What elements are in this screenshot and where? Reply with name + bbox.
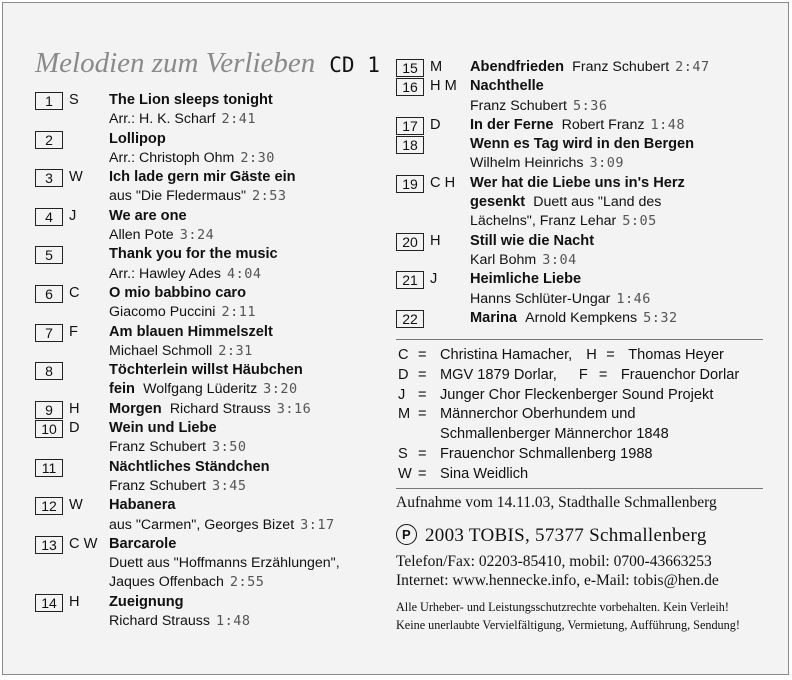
performer-code: J — [69, 207, 77, 224]
track-number: 22 — [396, 310, 424, 328]
track-duration: 1:48 — [215, 613, 251, 630]
divider-top — [396, 339, 763, 340]
contact-phone: Telefon/Fax: 02203-85410, mobil: 0700-43663253 — [396, 553, 712, 570]
track-title: Nachthelle — [470, 78, 544, 95]
track-title-line — [109, 207, 390, 226]
track-duration: 2:41 — [221, 111, 256, 128]
album-header — [35, 47, 380, 80]
track-title-line — [470, 193, 771, 212]
track-title-line — [109, 245, 390, 264]
track-duration: 2:30 — [240, 149, 275, 166]
tracklist-left — [35, 91, 390, 631]
track-composer-line — [109, 438, 390, 457]
track-title-line — [470, 232, 771, 251]
track-title: In der Ferne — [470, 116, 554, 133]
track-duration: 2:31 — [218, 342, 253, 359]
track-row — [396, 116, 771, 135]
performer-code: C — [69, 284, 80, 301]
track-composer: Giacomo Puccini — [109, 304, 216, 321]
track-duration: 3:16 — [276, 400, 312, 417]
track-title-line — [470, 58, 771, 77]
track-duration: 2:47 — [675, 59, 710, 75]
track-number: 7 — [35, 324, 63, 342]
legend-code: W — [398, 465, 412, 482]
performer-code: D — [430, 116, 441, 133]
track-title-line — [109, 361, 390, 380]
legend-equals: = — [418, 347, 427, 363]
track-composer-line — [109, 149, 390, 168]
legend-name: Christina Hamacher, — [440, 347, 573, 363]
legend-row — [398, 346, 739, 366]
track-title: Am blauen Himmelszelt — [109, 323, 273, 340]
track-row — [396, 232, 771, 271]
legend-equals: = — [418, 366, 427, 383]
legend-name: Frauenchor Schmallenberg 1988 — [440, 445, 653, 462]
track-title: O mio babbino caro — [109, 284, 247, 301]
track-composer: Arr.: Christoph Ohm — [109, 149, 235, 166]
track-row — [35, 284, 390, 323]
track-composer-line — [470, 97, 771, 116]
track-row — [35, 535, 390, 593]
track-title-line — [470, 270, 771, 289]
legend-code: J — [398, 386, 406, 403]
track-title-line — [109, 168, 390, 187]
track-title: gesenkt — [470, 194, 526, 211]
track-title-line — [470, 309, 771, 328]
track-title: fein — [109, 381, 135, 398]
track-number: 5 — [35, 246, 63, 264]
track-row — [35, 323, 390, 362]
track-number: 18 — [396, 136, 424, 154]
track-composer: aus "Die Fledermaus" — [109, 188, 247, 205]
track-row — [35, 361, 390, 400]
track-number: 2 — [35, 131, 63, 149]
phonogram-copyright-icon: P — [396, 524, 417, 545]
performer-code: J — [430, 271, 438, 288]
performer-code: C W — [69, 535, 98, 552]
track-duration: 5:05 — [622, 213, 657, 230]
track-composer: Franz Schubert — [109, 439, 206, 456]
track-title: Still wie die Nacht — [470, 232, 595, 249]
track-composer: Arr.: Hawley Ades — [109, 265, 221, 282]
track-duration: 5:32 — [643, 309, 678, 326]
legend-code: F — [578, 366, 588, 383]
track-composer: Jaques Offenbach — [109, 574, 224, 591]
track-row — [396, 270, 771, 309]
track-title: Marina — [470, 309, 518, 326]
performer-code: H — [430, 232, 441, 249]
track-composer: Wolfgang Lüderitz — [143, 381, 258, 398]
track-duration: 3:50 — [212, 439, 247, 456]
performer-code: H — [69, 400, 80, 417]
track-duration: 2:11 — [221, 304, 256, 321]
track-row — [396, 309, 771, 328]
track-duration: 3:45 — [212, 477, 247, 494]
legend-name: Männerchor Oberhundem und — [440, 406, 636, 423]
track-row — [35, 130, 390, 169]
track-title-line — [109, 593, 390, 612]
track-composer-line — [109, 612, 390, 631]
track-composer-line — [109, 187, 390, 206]
track-composer-line — [109, 265, 390, 284]
cd-booklet-page — [2, 2, 789, 675]
track-title-line — [470, 116, 771, 135]
track-composer-line — [109, 554, 390, 573]
track-number: 4 — [35, 208, 63, 226]
track-title-line — [470, 77, 771, 96]
legend-equals: = — [418, 465, 427, 482]
legend-code: H — [586, 347, 597, 363]
track-composer: Franz Schubert — [572, 59, 670, 75]
track-composer-line — [470, 154, 771, 173]
track-duration: 3:04 — [542, 251, 577, 268]
album-title: Melodien zum Verlieben — [35, 47, 316, 79]
track-composer: Michael Schmoll — [109, 342, 213, 359]
track-title-line — [109, 130, 390, 149]
performer-code: C H — [430, 174, 456, 191]
track-duration: 1:46 — [616, 290, 651, 307]
track-number: 17 — [396, 117, 424, 135]
performer-code: D — [69, 420, 80, 437]
track-row — [35, 496, 390, 535]
track-composer: Duett aus "Hoffmanns Erzählungen", — [109, 555, 340, 572]
track-composer-line — [109, 226, 390, 245]
track-composer: Robert Franz — [561, 116, 645, 133]
legend-name: Sina Weidlich — [440, 465, 529, 482]
legend-name: MGV 1879 Dorlar, — [440, 366, 557, 383]
track-title: Zueignung — [109, 593, 184, 610]
track-duration: 3:17 — [300, 516, 335, 533]
track-row — [35, 91, 390, 130]
cd-label: CD 1 — [329, 53, 380, 77]
track-number: 8 — [35, 362, 63, 380]
contact-web: Internet: www.hennecke.info, e-Mail: tobis@hen.de — [396, 572, 719, 589]
track-title-line — [109, 380, 390, 399]
track-title-line — [109, 284, 390, 303]
track-title: The Lion sleeps tonight — [109, 92, 273, 108]
track-duration: 4:04 — [226, 265, 262, 282]
legend-row — [398, 366, 739, 386]
legend-row — [398, 465, 739, 485]
track-title: Wer hat die Liebe uns in's Herz — [470, 174, 685, 191]
legend-equals: = — [418, 445, 427, 462]
legend-equals: = — [418, 406, 427, 423]
track-number: 1 — [35, 92, 63, 110]
tracklist-right — [396, 58, 771, 328]
track-composer: Franz Schubert — [109, 477, 206, 494]
track-row — [35, 458, 390, 497]
legend-row — [398, 386, 739, 406]
track-title-line — [109, 400, 390, 419]
track-duration: 3:24 — [179, 227, 215, 244]
track-title: Habanera — [109, 497, 176, 514]
legend-code: S — [398, 445, 408, 462]
track-row — [35, 593, 390, 632]
performer-code: H M — [430, 78, 457, 95]
track-title-line — [470, 135, 771, 154]
track-row — [35, 419, 390, 458]
track-composer: Allen Pote — [109, 227, 174, 244]
track-composer-line — [109, 342, 390, 361]
track-number: 21 — [396, 271, 424, 289]
track-composer-line — [109, 516, 390, 535]
legend-row — [398, 405, 739, 425]
track-number: 10 — [35, 420, 63, 438]
track-title: Barcarole — [109, 535, 177, 552]
track-composer: aus "Carmen", Georges Bizet — [109, 516, 295, 533]
track-title: Morgen — [109, 400, 162, 417]
rights-notice: Keine unerlaubte Vervielfältigung, Vermietung, Aufführung, Sendung! — [396, 618, 740, 632]
performer-code: H — [69, 593, 80, 610]
track-number: 20 — [396, 233, 424, 251]
legend-name: Schmallenberger Männerchor 1848 — [440, 426, 669, 443]
track-number: 13 — [35, 536, 63, 554]
track-number: 15 — [396, 59, 424, 77]
track-title-line — [109, 535, 390, 554]
track-title: We are one — [109, 207, 187, 224]
legend-row — [398, 445, 739, 465]
legend-equals: = — [606, 347, 615, 363]
track-composer-line — [470, 290, 771, 309]
track-number: 16 — [396, 78, 424, 96]
copyright-line — [396, 524, 707, 547]
track-number: 9 — [35, 401, 63, 419]
track-duration: 3:09 — [589, 155, 625, 172]
track-title: Wein und Liebe — [109, 420, 217, 437]
legend-row — [398, 425, 739, 445]
copyright-text: 2003 TOBIS, 57377 Schmallenberg — [425, 525, 707, 546]
track-composer-line — [470, 251, 771, 270]
track-row — [35, 168, 390, 207]
track-title: Abendfrieden — [470, 59, 565, 75]
track-row — [396, 174, 771, 232]
track-title-line — [109, 458, 390, 477]
track-title-line — [109, 91, 390, 110]
track-duration: 2:53 — [252, 188, 287, 205]
track-composer: Arnold Kempkens — [525, 309, 638, 326]
track-composer: Richard Strauss — [169, 400, 271, 417]
performer-code: S — [69, 92, 79, 108]
track-composer-line — [109, 477, 390, 496]
track-composer: Duett aus "Land des — [533, 194, 662, 211]
track-number: 11 — [35, 459, 63, 477]
track-composer-line — [470, 212, 771, 231]
track-row — [35, 245, 390, 284]
track-row — [35, 400, 390, 419]
track-row — [396, 58, 771, 77]
track-composer: Karl Bohm — [470, 251, 537, 268]
track-title: Töchterlein willst Häubchen — [109, 362, 303, 379]
track-composer-line — [109, 110, 390, 129]
track-composer: Hanns Schlüter-Ungar — [470, 290, 611, 307]
track-number: 6 — [35, 285, 63, 303]
divider-bottom — [396, 488, 763, 489]
track-row — [35, 207, 390, 246]
track-composer: Arr.: H. K. Scharf — [109, 111, 216, 128]
track-composer-line — [109, 573, 390, 592]
track-title: Wenn es Tag wird in den Bergen — [470, 136, 695, 153]
legend-code: M — [398, 406, 411, 423]
track-number: 14 — [35, 594, 63, 612]
track-composer-line — [109, 303, 390, 322]
recording-info: Aufnahme vom 14.11.03, Stadthalle Schmallenberg — [396, 494, 717, 511]
track-title: Thank you for the music — [109, 246, 278, 263]
track-title: Nächtliches Ständchen — [109, 458, 270, 475]
track-duration: 2:55 — [229, 574, 265, 591]
track-title-line — [109, 496, 390, 515]
track-title-line — [109, 323, 390, 342]
legend-equals: = — [418, 386, 427, 403]
track-number: 19 — [396, 175, 424, 193]
track-duration: 1:48 — [650, 116, 685, 133]
performer-legend — [398, 346, 739, 485]
legend-equals: = — [598, 366, 608, 383]
track-composer: Lächelns", Franz Lehar — [470, 213, 617, 230]
track-row — [396, 77, 771, 116]
track-number: 3 — [35, 169, 63, 187]
track-duration: 3:20 — [263, 381, 298, 398]
track-title-line — [470, 174, 771, 193]
track-composer: Richard Strauss — [109, 613, 210, 630]
legend-name: Frauenchor Dorlar — [620, 366, 740, 383]
track-row — [396, 135, 771, 174]
legend-name: Junger Chor Fleckenberger Sound Projekt — [440, 386, 714, 403]
track-title: Heimliche Liebe — [470, 271, 582, 288]
track-duration: 5:36 — [573, 97, 608, 114]
track-title: Ich lade gern mir Gäste ein — [109, 169, 296, 186]
rights-notice: Alle Urheber- und Leistungsschutzrechte vorbehalten. Kein Verleih! — [396, 600, 729, 614]
track-composer: Wilhelm Heinrichs — [470, 155, 584, 172]
track-number: 12 — [35, 497, 63, 515]
track-title: Lollipop — [109, 130, 166, 147]
legend-code: C — [398, 347, 409, 363]
legend-name: Thomas Heyer — [628, 347, 724, 363]
performer-code: W — [69, 169, 83, 186]
track-composer: Franz Schubert — [470, 97, 567, 114]
legend-code: D — [398, 366, 409, 383]
performer-code: W — [69, 497, 83, 514]
performer-code: M — [430, 59, 443, 75]
track-title-line — [109, 419, 390, 438]
performer-code: F — [69, 323, 78, 340]
